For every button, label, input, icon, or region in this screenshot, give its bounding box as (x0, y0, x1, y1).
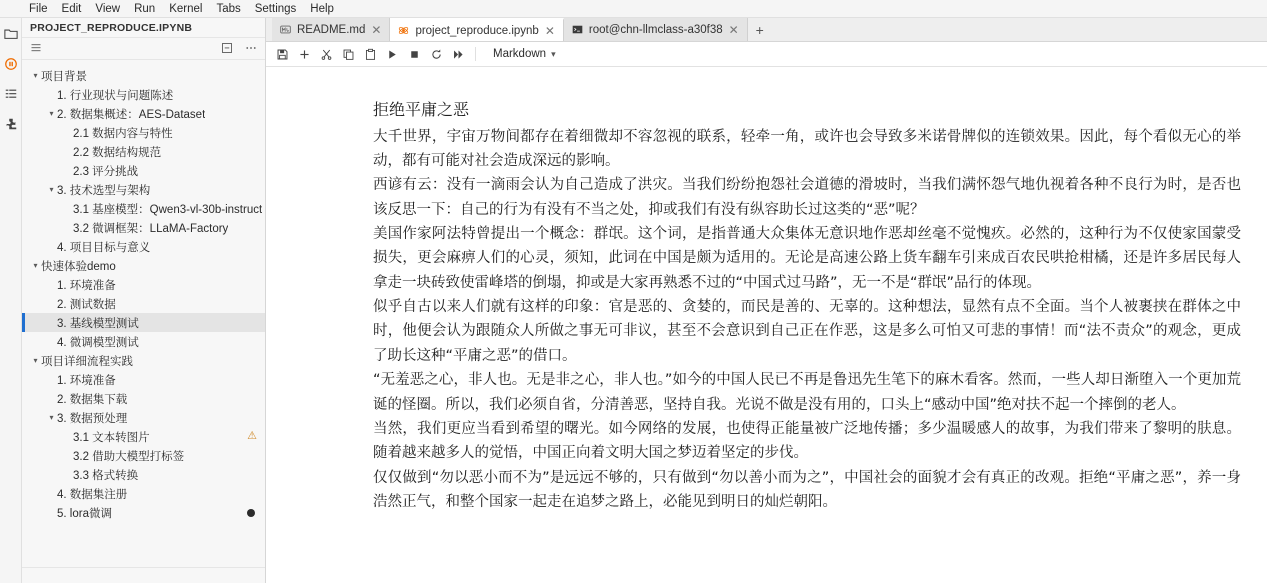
toc-item-label: 快速体验demo (41, 260, 116, 273)
toc-item[interactable] (22, 465, 265, 484)
toc-item-label: 2. 数据集概述：AES-Dataset (57, 108, 206, 121)
menu-item-file[interactable]: File (29, 2, 48, 15)
notebook-toolbar (266, 42, 1267, 67)
chevron-down-icon: ▾ (551, 48, 556, 59)
folder-icon[interactable] (1, 22, 21, 46)
menu-item-run[interactable]: Run (134, 2, 156, 15)
more-options-icon[interactable] (245, 42, 257, 56)
toc-item[interactable] (22, 313, 265, 332)
panel-toolbar (22, 38, 265, 60)
close-icon[interactable]: ✕ (728, 22, 739, 37)
running-icon[interactable] (1, 52, 21, 76)
running-indicator-icon (247, 509, 255, 517)
tab-label: root@chn-llmclass-a30f38 (588, 23, 723, 36)
chevron-down-icon[interactable]: ▾ (49, 185, 54, 194)
panel-title: PROJECT_REPRODUCE.IPYNB (22, 18, 265, 38)
toc-item[interactable] (22, 446, 265, 465)
toc-item[interactable] (22, 351, 265, 370)
extension-icon[interactable] (1, 112, 21, 136)
cell-type-value: Markdown (493, 48, 547, 60)
markdown-cell[interactable] (266, 67, 1267, 583)
document-title: 拒绝平庸之恶 (373, 100, 470, 119)
menu-item-kernel[interactable]: Kernel (169, 2, 203, 15)
tab-3[interactable] (564, 18, 748, 41)
toc-item[interactable] (22, 161, 265, 180)
toc-item-label: 3. 基线模型测试 (57, 317, 139, 330)
chevron-down-icon[interactable]: ▾ (33, 356, 38, 365)
main-area (266, 18, 1267, 583)
toc-item-label: 3.2 微调框架：LLaMA-Factory (73, 222, 229, 235)
new-tab-button[interactable]: + (755, 21, 764, 38)
warning-icon: ⚠ (247, 430, 257, 442)
toc-icon[interactable] (1, 82, 21, 106)
chevron-down-icon[interactable]: ▾ (33, 71, 38, 80)
toc-item-label: 4. 微调模型测试 (57, 336, 139, 349)
toc-item[interactable] (22, 370, 265, 389)
toc-item-label: 1. 环境准备 (57, 279, 116, 292)
tab-bar (266, 18, 1267, 42)
toc-item-label: 项目详细流程实践 (41, 355, 133, 368)
toc-item[interactable] (22, 199, 265, 218)
toc-item-label: 2.2 数据结构规范 (73, 146, 162, 159)
menu-bar (0, 0, 1267, 18)
chevron-down-icon[interactable]: ▾ (49, 109, 54, 118)
notebook-content[interactable] (266, 67, 1267, 583)
toc-item[interactable] (22, 237, 265, 256)
toc-item-label: 3. 数据预处理 (57, 412, 128, 425)
toc-item-label: 4. 数据集注册 (57, 488, 128, 501)
toc-item-label: 2.3 评分挑战 (73, 165, 139, 178)
toc-item[interactable] (22, 104, 265, 123)
insert-cell-button[interactable] (295, 45, 314, 64)
toc-item[interactable] (22, 408, 265, 427)
tab-label: project_reproduce.ipynb (415, 24, 539, 37)
list-icon[interactable] (30, 42, 42, 56)
close-icon[interactable]: ✕ (371, 22, 382, 37)
activity-rail (0, 18, 22, 583)
toc-item-label: 2.1 数据内容与特性 (73, 127, 173, 140)
toc-item-label: 3. 技术选型与架构 (57, 184, 151, 197)
window-body (0, 18, 1267, 583)
toc-item[interactable] (22, 180, 265, 199)
menu-item-tabs[interactable]: Tabs (216, 2, 241, 15)
toc-item[interactable] (22, 123, 265, 142)
toc-item[interactable] (22, 484, 265, 503)
run-cell-button[interactable] (383, 45, 402, 64)
restart-kernel-button[interactable] (427, 45, 446, 64)
chevron-down-icon[interactable]: ▾ (33, 261, 38, 270)
cell-type-select[interactable] (489, 47, 560, 61)
toc-item-label: 3.2 借助大模型打标签 (73, 450, 185, 463)
tab-label: README.md (297, 23, 366, 36)
document-paragraph: 大千世界，宇宙万物间都存在着细微却不容忽视的联系，轻牵一角，或许也会导致多米诺骨牌似的连锁效果。因此，每个看似无心的举动，都有可能对社会造成深远的影响。 (373, 128, 1241, 169)
notebook-file-icon (398, 25, 409, 36)
paste-cell-button[interactable] (361, 45, 380, 64)
toc-item-label: 2. 测试数据 (57, 298, 116, 311)
markdown-rendered (373, 97, 1241, 514)
toc-item[interactable] (22, 294, 265, 313)
toc-item-label: 2. 数据集下载 (57, 393, 128, 406)
menu-item-help[interactable]: Help (310, 2, 334, 15)
save-button[interactable] (273, 45, 292, 64)
toc-item[interactable] (22, 85, 265, 104)
toc-item-label: 1. 行业现状与问题陈述 (57, 89, 174, 102)
toc-item[interactable] (22, 427, 265, 446)
toc-item[interactable] (22, 256, 265, 275)
toc-panel (22, 18, 266, 583)
toc-item-label: 项目背景 (41, 70, 87, 83)
restart-run-all-button[interactable] (449, 45, 468, 64)
menu-item-settings[interactable]: Settings (254, 2, 297, 15)
terminal-icon (572, 24, 583, 35)
interrupt-kernel-button[interactable] (405, 45, 424, 64)
toc-list[interactable] (22, 60, 265, 567)
close-icon[interactable]: ✕ (544, 23, 555, 38)
document-paragraph: 西谚有云：没有一滴雨会认为自己造成了洪灾。当我们纷纷抱怨社会道德的滑坡时，当我们满怀怨气地仇视着各种不良行为时，是否也该反思一下：自己的行为有没有不当之处，抑或我们有没有纵容助长过这类的“恶”呢？ (373, 177, 1241, 218)
document-paragraph: 仅仅做到“勿以恶小而不为”是远远不够的，只有做到“勿以善小而为之”，中国社会的面貌才会有真正的改观。拒绝“平庸之恶”，养一身浩然正气，和整个国家一起走在追梦之路上，必能见到明日的灿烂朝阳。 (373, 469, 1241, 510)
collapse-all-icon[interactable] (221, 42, 233, 56)
toc-item[interactable] (22, 142, 265, 161)
document-paragraph: 美国作家阿法特曾提出一个概念：群氓。这个词，是指普通大众集体无意识地作恶却丝毫不觉愧疚。必然的，这种行为不仅使家国蒙受损失，更会麻痹人们的心灵，须知，此词在中国是颇为适用的。无论是高速公路上货车翻车引来成百农民哄抢柑橘，还是许多居民每人拿走一块砖致使雷峰塔的倒塌，抑或是大家再熟悉不过的“中国式过马路”，无一不是“群氓”品行的体现。 (373, 226, 1241, 291)
chevron-down-icon[interactable]: ▾ (49, 413, 54, 422)
menu-item-view[interactable]: View (95, 2, 121, 15)
tab-2[interactable] (390, 18, 563, 41)
document-paragraph: 当然，我们更应当看到希望的曙光。如今网络的发展，也使得正能量被广泛地传播；多少温暖感人的故事，为我们带来了黎明的肤息。随着越来越多人的觉悟，中国正向着文明大国之梦迈着坚定的步伐。 (373, 420, 1241, 462)
copy-cell-button[interactable] (339, 45, 358, 64)
toc-item-label: 5. lora微调 (57, 507, 112, 520)
toc-item-label: 3.1 基座模型：Qwen3-vl-30b-instruct (73, 203, 263, 216)
toc-item-label: 4. 项目目标与意义 (57, 241, 151, 254)
document-paragraph: 似乎自古以来人们就有这样的印象：官是恶的、贪婪的，而民是善的、无辜的。这种想法，显然有点不全面。当个人被裹挟在群体之中时，他便会认为跟随众人所做之事无可非议，甚至不会意识到自己正在作恶，这是多么可怕又可悲的事情！而“法不责众”的观念，更成了助长这种“平庸之恶”的借口。 (373, 299, 1241, 364)
toc-item[interactable] (22, 332, 265, 351)
toc-item[interactable] (22, 503, 265, 522)
toc-item-label: 1. 环境准备 (57, 374, 116, 387)
toc-item-label: 3.3 格式转换 (73, 469, 139, 482)
panel-bottom-strip (22, 567, 265, 583)
menu-item-edit[interactable]: Edit (61, 2, 82, 15)
markdown-file-icon (280, 24, 291, 35)
tab-1[interactable] (272, 18, 390, 41)
cut-cell-button[interactable] (317, 45, 336, 64)
document-paragraph: “无羞恶之心，非人也。无是非之心，非人也。”如今的中国人民已不再是鲁迅先生笔下的麻木看客。然而，一些人却日渐堕入一个更加荒诞的怪圈。所以，我们必须自省，分清善恶，坚持自我。光说不做是没有用的，口头上“感动中国”绝对扶不起一个摔倒的老人。 (373, 372, 1241, 413)
toc-item[interactable] (22, 66, 265, 85)
toolbar-separator (475, 47, 476, 61)
toc-item[interactable] (22, 389, 265, 408)
toc-item[interactable] (22, 275, 265, 294)
toc-item-label: 3.1 文本转图片 (73, 431, 150, 444)
toc-item[interactable] (22, 218, 265, 237)
